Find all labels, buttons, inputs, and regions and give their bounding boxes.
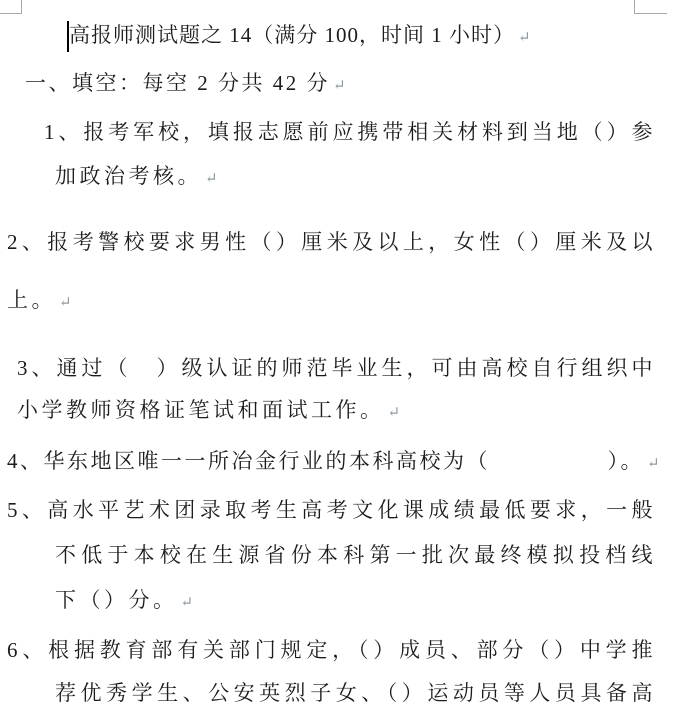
section-header-text: 一、填空：每空 2 分共 42 分 bbox=[25, 71, 330, 95]
crop-mark-top-right-vertical bbox=[634, 0, 635, 13]
crop-mark-top-left-vertical bbox=[21, 0, 22, 13]
question-3-line-2: 小学教师资格证笔试和面试工作。 ↵ bbox=[17, 395, 400, 425]
question-3-line-1: 3、通过（ ）级认证的师范毕业生，可由高校自行组织中 bbox=[17, 356, 655, 380]
question-6-line-2: 荐优秀学生、公安英烈子女、（）运动员等人员具备高 bbox=[55, 681, 655, 705]
paragraph-mark-icon: ↵ bbox=[59, 295, 72, 311]
question-1-line-2: 加政治考核。 ↵ bbox=[55, 161, 218, 191]
document-title bbox=[69, 20, 531, 50]
paragraph-mark-icon: ↵ bbox=[518, 30, 531, 46]
paragraph-mark-icon: ↵ bbox=[180, 595, 194, 611]
crop-mark-top-left-horizontal bbox=[0, 13, 22, 14]
question-6-line-1: 6、根据教育部有关部门规定，（）成员、部分（）中学推 bbox=[7, 638, 655, 662]
question-5-line-2: 不低于本校在生源省份本科第一批次最终模拟投档线 bbox=[55, 543, 655, 567]
section-header bbox=[25, 68, 346, 98]
question-5-line-1: 5、高水平艺术团录取考生高考文化课成绩最低要求，一般 bbox=[7, 498, 655, 522]
document-title-text: 高报师测试题之 14（满分 100，时间 1 小时） bbox=[69, 23, 515, 47]
paragraph-mark-icon: ↵ bbox=[205, 171, 218, 187]
paragraph-mark-icon: ↵ bbox=[333, 78, 346, 94]
question-5-line-3: 下（）分。 ↵ bbox=[55, 585, 193, 615]
question-2-line-2: 上。 ↵ bbox=[7, 285, 72, 315]
question-2-line-1: 2、报考警校要求男性（）厘米及以上，女性（）厘米及以 bbox=[7, 230, 655, 254]
question-4-line-1: 4、华东地区唯一一所冶金行业的本科高校为（ ）。 ↵ bbox=[7, 446, 660, 476]
question-1-line-1: 1、报考军校，填报志愿前应携带相关材料到当地（）参 bbox=[44, 120, 655, 144]
paragraph-mark-icon: ↵ bbox=[387, 405, 401, 421]
paragraph-mark-icon: ↵ bbox=[647, 456, 660, 472]
crop-mark-top-right-horizontal bbox=[634, 13, 667, 14]
